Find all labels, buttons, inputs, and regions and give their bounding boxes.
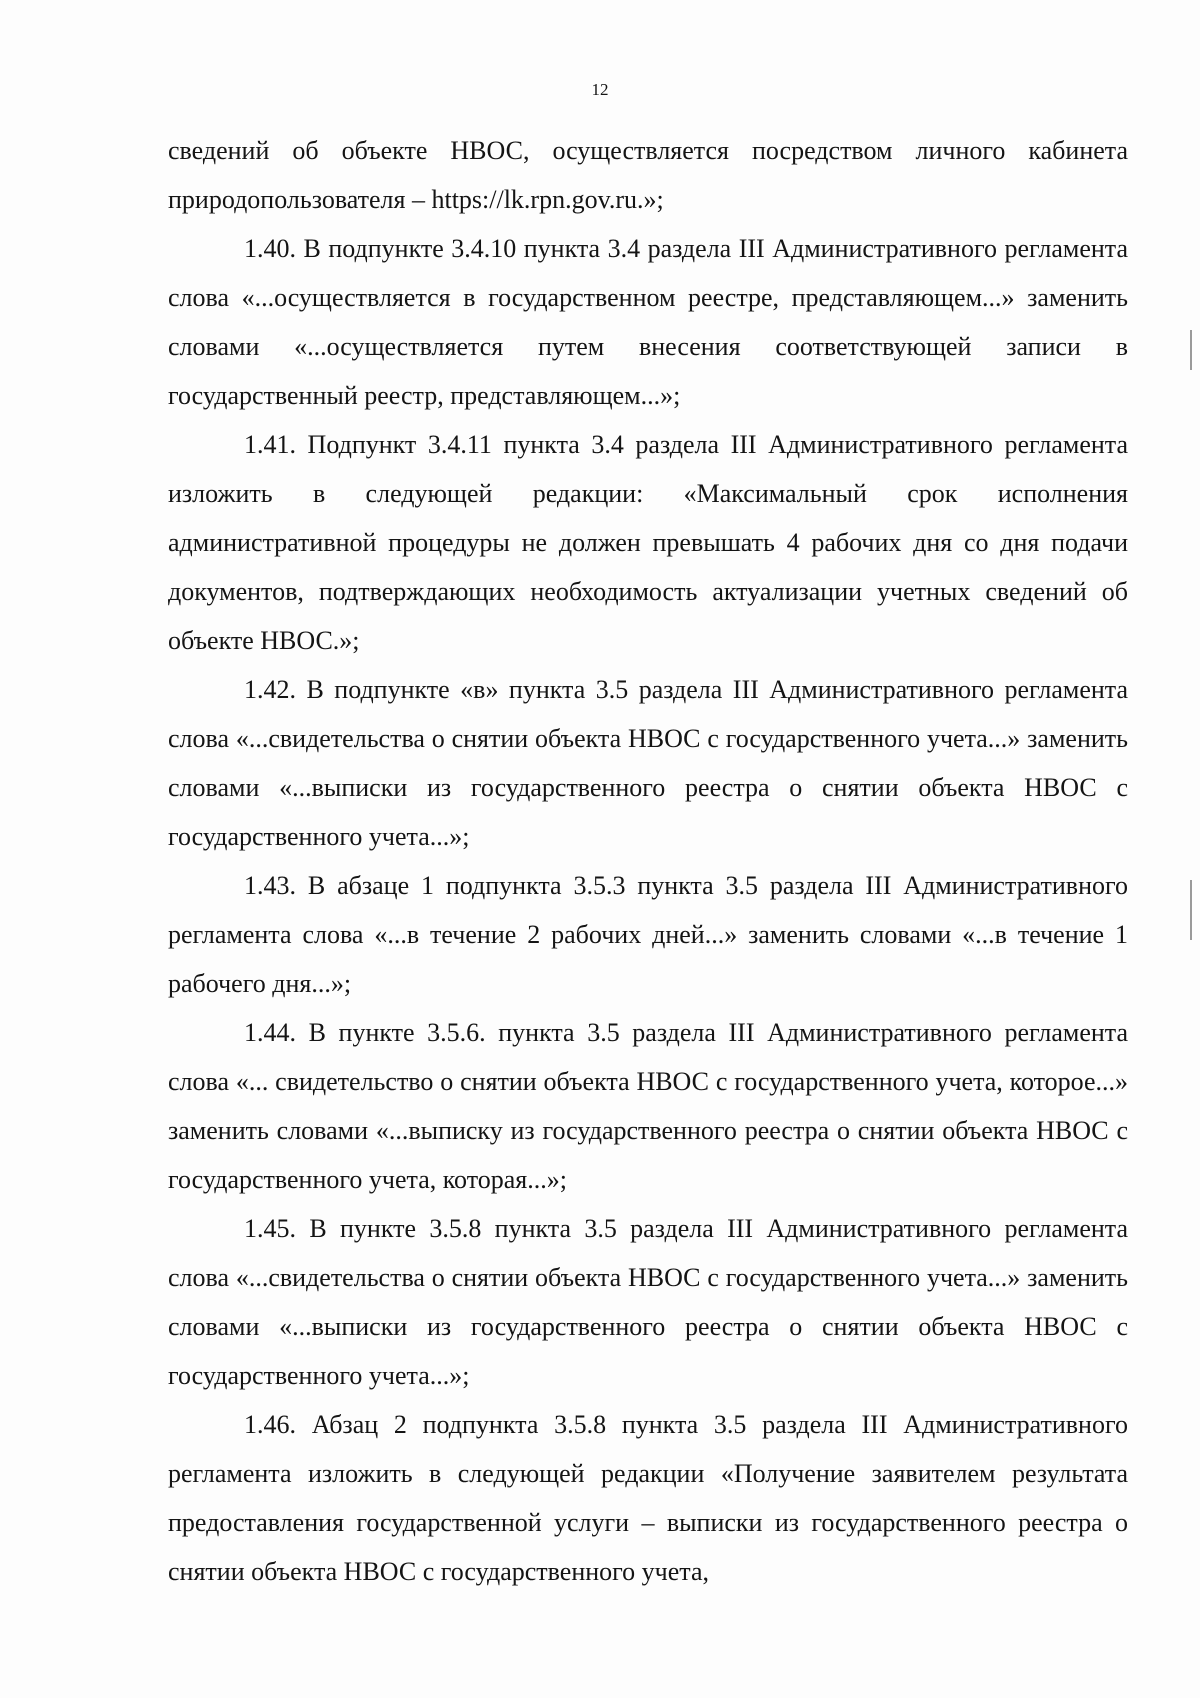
document-body (168, 126, 1128, 1596)
scan-edge-mark (1190, 880, 1192, 940)
paragraph-1-45: 1.45. В пункте 3.5.8 пункта 3.5 раздела III Административного регламента слова «...свидетельства о снятии объекта НВОС с государственного учета...» заменить словами «...выписки из государственного реестра о снятии объекта НВОС с государственного учета...»; (168, 1214, 1128, 1390)
paragraph-continuation: сведений об объекте НВОС, осуществляется посредством личного кабинета природопользователя – https://lk.rpn.gov.ru.»; (168, 136, 1128, 214)
paragraph-1-44: 1.44. В пункте 3.5.6. пункта 3.5 раздела III Административного регламента слова «... свидетельство о снятии объекта НВОС с государственного учета, которое...» заменить словами «...выписку из государственного реестра о снятии объекта НВОС с государственного учета, которая...»; (168, 1018, 1128, 1194)
paragraph-1-41: 1.41. Подпункт 3.4.11 пункта 3.4 раздела III Административного регламента изложить в следующей редакции: «Максимальный срок исполнения административной процедуры не должен превышать 4 рабочих дня со дня подачи документов, подтверждающих необходимость актуализации учетных сведений об объекте НВОС.»; (168, 430, 1128, 655)
page-number: 12 (591, 80, 609, 99)
paragraph-1-42: 1.42. В подпункте «в» пункта 3.5 раздела III Административного регламента слова «...свидетельства о снятии объекта НВОС с государственного учета...» заменить словами «...выписки из государственного реестра о снятии объекта НВОС с государственного учета...»; (168, 675, 1128, 851)
paragraph-1-40: 1.40. В подпункте 3.4.10 пункта 3.4 раздела III Административного регламента слова «...осуществляется в государственном реестре, представляющем...» заменить словами «...осуществляется путем внесения соответствующей записи в государственный реестр, представляющем...»; (168, 234, 1128, 410)
scan-edge-mark (1190, 330, 1192, 370)
paragraph-1-43: 1.43. В абзаце 1 подпункта 3.5.3 пункта 3.5 раздела III Административного регламента слова «...в течение 2 рабочих дней...» заменить словами «...в течение 1 рабочего дня...»; (168, 871, 1128, 998)
paragraph-1-46: 1.46. Абзац 2 подпункта 3.5.8 пункта 3.5 раздела III Административного регламента изложить в следующей редакции «Получение заявителем результата предоставления государственной услуги – выписки из государственного реестра о снятии объекта НВОС с государственного учета, (168, 1410, 1128, 1586)
